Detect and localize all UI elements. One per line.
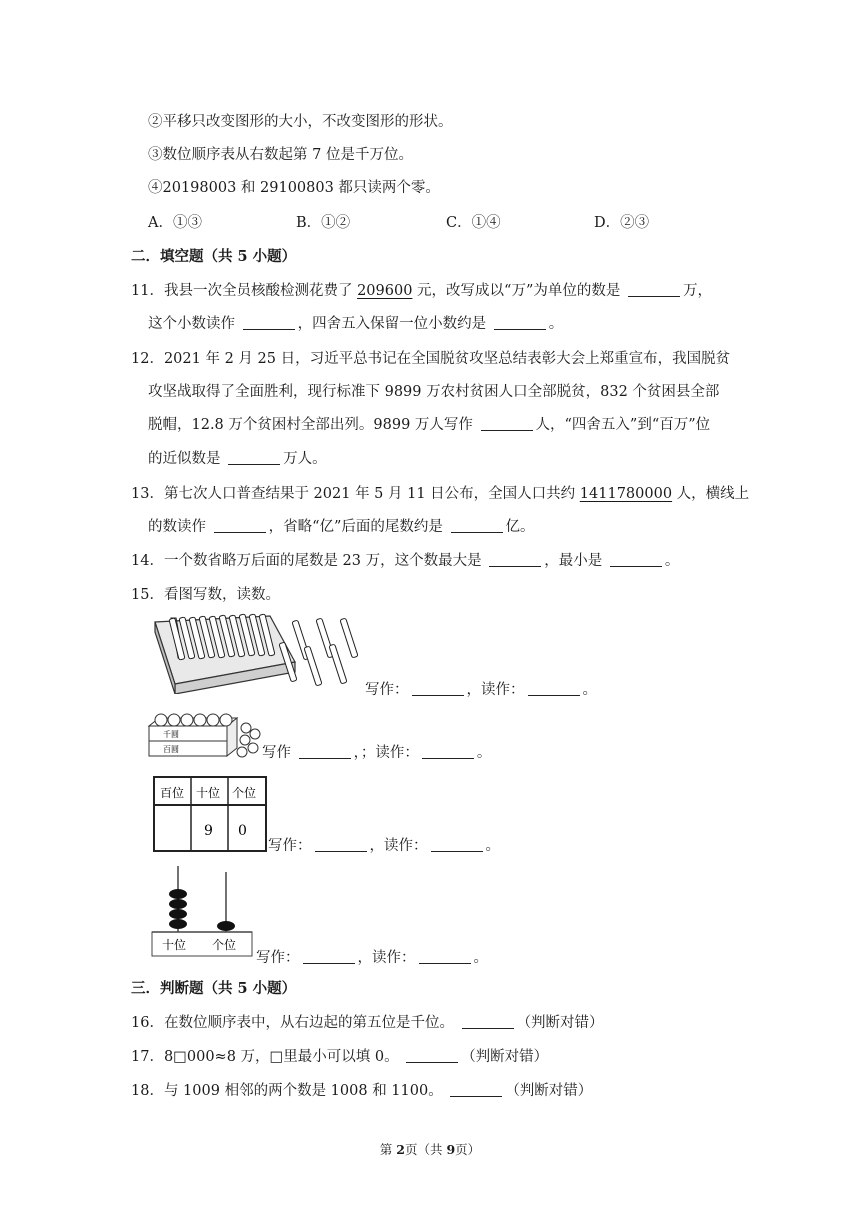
write-label: 写作：: [268, 838, 312, 854]
answer-blank[interactable]: [462, 1013, 514, 1029]
question-text: 人，横线上: [672, 486, 750, 502]
stick-bundle-figure: [150, 612, 365, 694]
question-11-line-2: [148, 314, 563, 334]
statement-3: ③数位顺序表从右数起第 7 位是千万位。: [148, 147, 413, 163]
question-text: 亿。: [505, 519, 535, 535]
box-label: 百圆: [163, 745, 179, 754]
question-12-line-2: 攻坚战取得了全面胜利，现行标准下 9899 万农村贫困人口全部脱贫，832 个贫困县全部: [148, 384, 720, 400]
question-text: 8□000≈8 万，□里最小可以填 0。: [163, 1049, 404, 1065]
judge-hint: （判断对错）: [461, 1049, 549, 1065]
question-text: 人，“四舍五入”到“百万”位: [535, 417, 711, 433]
statement-4: ④20198003 和 29100803 都只读两个零。: [148, 180, 440, 196]
question-number: 11．: [131, 283, 164, 299]
question-12-line-4: [148, 449, 327, 469]
read-label: ，；读作：: [353, 745, 419, 761]
question-13: [131, 484, 749, 504]
question-text: ，最小是: [544, 553, 607, 569]
question-18: [131, 1081, 592, 1101]
question-text: ，省略“亿”后面的尾数约是: [268, 519, 448, 535]
write-label: 写作: [262, 745, 296, 761]
section-title-fill-in: 二．填空题（共 5 小题）: [131, 248, 297, 265]
abacus-figure: [148, 866, 258, 958]
question-number: 15．: [131, 587, 164, 603]
statement-2: ②平移只改变图形的大小，不改变图形的形状。: [148, 114, 453, 130]
answer-blank[interactable]: [419, 948, 471, 964]
footer-text: 页）: [455, 1142, 481, 1157]
answer-blank[interactable]: [481, 415, 533, 431]
underlined-number: 1411780000: [579, 486, 673, 502]
read-label: ，读作：: [466, 682, 525, 698]
option-b: B．①②: [296, 215, 351, 231]
answer-blank[interactable]: [243, 314, 295, 330]
question-text: 看图写数，读数。: [163, 587, 280, 603]
answer-blank[interactable]: [228, 449, 280, 465]
box-label: 千圆: [163, 730, 179, 739]
footer-text: 第: [379, 1142, 397, 1157]
question-text: 。: [548, 316, 564, 332]
judge-hint: （判断对错）: [516, 1015, 604, 1031]
question-number: 13．: [131, 486, 164, 502]
answer-blank[interactable]: [628, 281, 680, 297]
table-header: 个位: [232, 786, 257, 800]
page-number: 2: [396, 1142, 405, 1157]
write-label: 写作：: [256, 950, 300, 966]
answer-blank[interactable]: [451, 517, 503, 533]
option-a: A．①③: [148, 215, 202, 231]
box-of-balls-figure: [145, 708, 263, 760]
question-text: 万人。: [283, 451, 327, 467]
figure-3-answer: [268, 836, 500, 856]
read-label: ，读作：: [369, 838, 428, 854]
punctuation: 。: [485, 838, 500, 854]
answer-blank[interactable]: [450, 1081, 502, 1097]
footer-text: 页（共: [404, 1142, 447, 1157]
table-digit: 9: [204, 823, 213, 839]
table-header: 十位: [196, 786, 221, 800]
punctuation: 。: [473, 950, 488, 966]
question-13-line-2: [148, 517, 535, 537]
read-label: ，读作：: [357, 950, 416, 966]
question-number: 16．: [131, 1015, 164, 1031]
answer-blank[interactable]: [299, 743, 351, 759]
question-text: 的近似数是: [148, 451, 226, 467]
question-text: 这个小数读作: [148, 316, 240, 332]
table-digit: 0: [238, 823, 247, 839]
question-text: 第七次人口普查结果于 2021 年 5 月 11 日公布，全国人口共约: [163, 486, 580, 502]
question-number: 17．: [131, 1049, 164, 1065]
question-17: [131, 1047, 548, 1067]
question-text: 脱帽，12.8 万个贫困村全部出列。9899 万人写作: [148, 417, 478, 433]
abacus-label: 个位: [212, 938, 237, 952]
abacus-label: 十位: [162, 938, 187, 952]
question-text: 的数读作: [148, 519, 211, 535]
table-header: 百位: [160, 786, 185, 800]
answer-blank[interactable]: [412, 680, 464, 696]
answer-blank[interactable]: [214, 517, 266, 533]
question-14: [131, 551, 679, 571]
write-label: 写作：: [365, 682, 409, 698]
answer-blank[interactable]: [431, 836, 483, 852]
question-number: 18．: [131, 1083, 164, 1099]
question-text: 2021 年 2 月 25 日，习近平总书记在全国脱贫攻坚总结表彰大会上郑重宣布，我国脱贫: [163, 351, 731, 367]
answer-blank[interactable]: [406, 1047, 458, 1063]
question-text: 在数位顺序表中，从右边起的第五位是千位。: [163, 1015, 459, 1031]
question-text: 一个数省略万后面的尾数是 23 万，这个数最大是: [163, 553, 487, 569]
option-c: C．①④: [446, 215, 501, 231]
answer-blank[interactable]: [315, 836, 367, 852]
total-pages: 9: [446, 1142, 456, 1157]
punctuation: 。: [582, 682, 597, 698]
punctuation: 。: [476, 745, 492, 761]
question-15: [131, 585, 280, 605]
question-16: [131, 1013, 604, 1033]
underlined-number: 209600: [357, 283, 413, 299]
option-d: D．②③: [594, 215, 650, 231]
judge-hint: （判断对错）: [505, 1083, 593, 1099]
figure-2-answer: [262, 743, 491, 763]
figure-1-answer: [365, 680, 597, 700]
section-title-true-false: 三．判断题（共 5 小题）: [131, 980, 297, 997]
page-footer: [0, 1140, 860, 1158]
answer-blank[interactable]: [528, 680, 580, 696]
answer-blank[interactable]: [422, 743, 474, 759]
place-value-table-figure: [152, 775, 268, 853]
question-text: 与 1009 相邻的两个数是 1008 和 1100。: [163, 1083, 448, 1099]
question-text: ，四舍五入保留一位小数约是: [297, 316, 491, 332]
question-text: 万，: [682, 283, 712, 299]
question-12: [131, 349, 730, 369]
figure-4-answer: [256, 948, 488, 968]
question-text: 。: [664, 553, 680, 569]
question-12-line-3: [148, 415, 710, 435]
answer-blank[interactable]: [494, 314, 546, 330]
answer-blank[interactable]: [303, 948, 355, 964]
question-number: 12．: [131, 351, 164, 367]
question-text: 我县一次全员核酸检测花费了: [163, 283, 358, 299]
question-11: [131, 281, 712, 301]
question-number: 14．: [131, 553, 164, 569]
answer-blank[interactable]: [610, 551, 662, 567]
answer-blank[interactable]: [489, 551, 541, 567]
question-text: 元，改写成以“万”为单位的数是: [412, 283, 625, 299]
